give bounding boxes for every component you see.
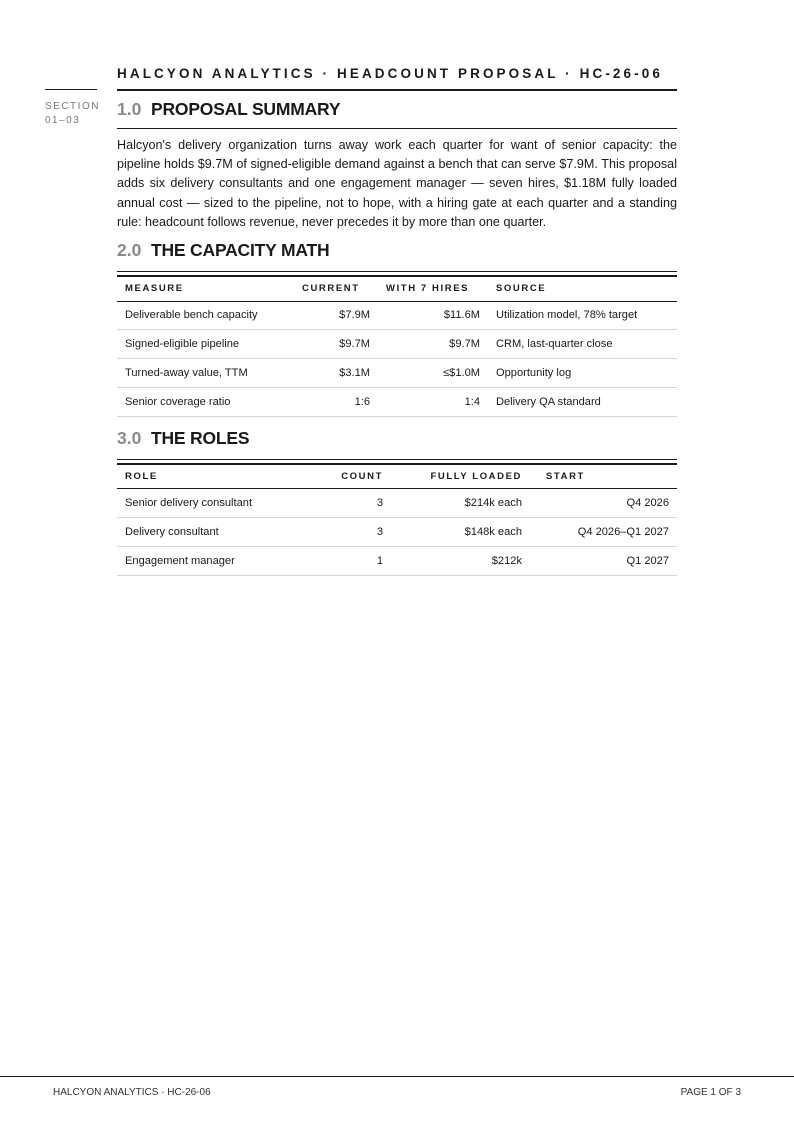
section-rule [117, 128, 677, 129]
table-row [117, 301, 677, 330]
table-row [117, 359, 677, 388]
section-title: THE ROLES [151, 427, 250, 448]
table-header-row [117, 277, 677, 301]
table-cell: CRM, last-quarter close [488, 330, 677, 359]
table-cell: 1:4 [378, 387, 488, 416]
table-cell: Utilization model, 78% target [488, 301, 677, 330]
footer-rule [0, 1076, 794, 1077]
summary-paragraph: Halcyon's delivery organization turns away work each quarter for want of senior capacity: the pipeline holds $9.7M of signed-eligible demand against a bench that can serve $7.9M. This proposal adds six delivery consultants and one engagement manager — seven hires, $1.18M fully loaded annual cost — sized to the pipeline, not to hope, with a hiring gate at each quarter and a standing rule: headcount follows revenue, never precedes it by more than one quarter. [117, 138, 677, 229]
section-rule [117, 271, 677, 272]
table-cell: $148k each [391, 518, 530, 547]
roles-table [117, 465, 677, 576]
table-cell: 1:6 [294, 387, 378, 416]
column-header: COUNT [314, 465, 391, 489]
table-cell: $9.7M [294, 330, 378, 359]
table-cell: Q4 2026 [530, 489, 677, 518]
table-cell: Deliverable bench capacity [117, 301, 294, 330]
margin-rule [45, 89, 97, 90]
table-header-row [117, 465, 677, 489]
section-heading-capacity-math [117, 240, 677, 265]
table-cell: Q4 2026–Q1 2027 [530, 518, 677, 547]
section-heading-roles [117, 428, 677, 453]
footer-document-id: HALCYON ANALYTICS · HC-26-06 [53, 1087, 211, 1098]
table-row [117, 330, 677, 359]
section-title: PROPOSAL SUMMARY [151, 99, 341, 119]
section-heading-proposal-summary [117, 99, 677, 124]
table-cell: $3.1M [294, 359, 378, 388]
table-cell: 3 [314, 518, 391, 547]
table-cell: $9.7M [378, 330, 488, 359]
table-row [117, 546, 677, 575]
column-header: ROLE [117, 465, 314, 489]
table-cell: $212k [391, 546, 530, 575]
column-header: START [530, 465, 677, 489]
column-header: SOURCE [488, 277, 677, 301]
table-cell: Opportunity log [488, 359, 677, 388]
column-header: CURRENT [294, 277, 378, 301]
table-cell: $7.9M [294, 301, 378, 330]
column-header: WITH 7 HIRES [378, 277, 488, 301]
table-cell: $11.6M [378, 301, 488, 330]
table-cell: 3 [314, 489, 391, 518]
section-rule [117, 459, 677, 460]
document-header: HALCYON ANALYTICS · HEADCOUNT PROPOSAL · HC-26-06 [117, 66, 663, 81]
table-cell: Senior coverage ratio [117, 387, 294, 416]
section-range-label [45, 100, 100, 128]
table-cell: Turned-away value, TTM [117, 359, 294, 388]
table-row [117, 387, 677, 416]
section-number: 3.0 [117, 427, 142, 448]
table-cell: Senior delivery consultant [117, 489, 314, 518]
table-cell: 1 [314, 546, 391, 575]
table-cell: Engagement manager [117, 546, 314, 575]
section-title: THE CAPACITY MATH [151, 240, 330, 261]
section-number: 2.0 [117, 240, 142, 261]
footer-page-number: PAGE 1 OF 3 [680, 1087, 741, 1098]
main-content [117, 99, 677, 576]
table-cell: Q1 2027 [530, 546, 677, 575]
table-cell: Delivery consultant [117, 518, 314, 547]
section-label: SECTION [45, 101, 100, 112]
table-cell: Delivery QA standard [488, 387, 677, 416]
table-row [117, 489, 677, 518]
section-number: 1.0 [117, 99, 142, 119]
table-row [117, 518, 677, 547]
capacity-math-table [117, 277, 677, 417]
column-header: FULLY LOADED [391, 465, 530, 489]
table-cell: $214k each [391, 489, 530, 518]
table-cell: ≤$1.0M [378, 359, 488, 388]
column-header: MEASURE [117, 277, 294, 301]
table-cell: Signed-eligible pipeline [117, 330, 294, 359]
header-rule [117, 89, 677, 91]
section-range: 01–03 [45, 115, 81, 126]
